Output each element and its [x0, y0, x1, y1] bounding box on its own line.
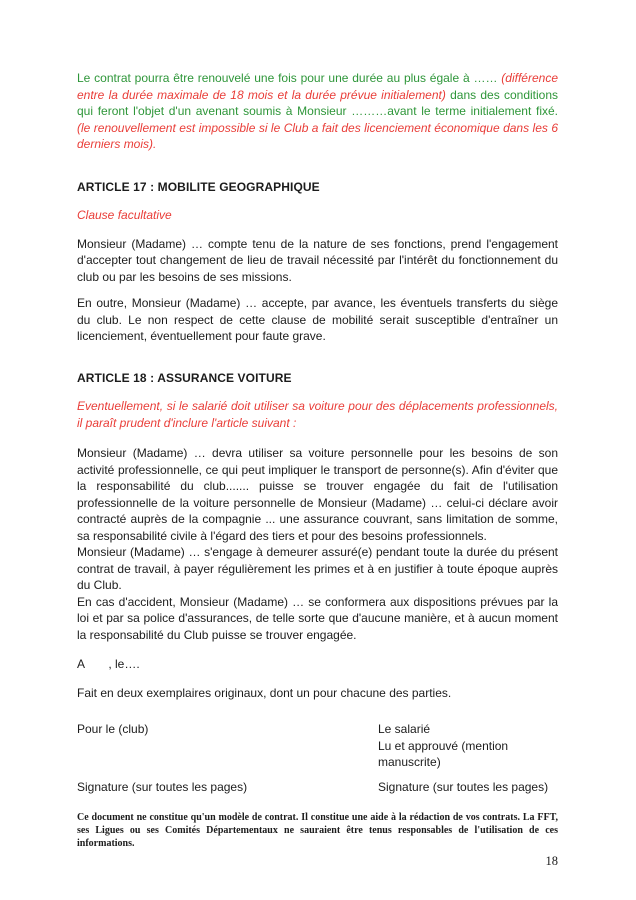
employee-party-block	[378, 721, 558, 771]
renewal-clause-paragraph	[77, 70, 558, 153]
article-18-advice-note: Eventuellement, si le salarié doit utiliser sa voiture pour des déplacements professionnels, il paraît prudent d'inclure l'article suivant :	[77, 399, 558, 430]
place-date-line: A , le….	[77, 657, 140, 671]
renewal-clause-red-note-1: (différence entre la durée maximale de 18 mois et la durée prévue initialement)	[77, 71, 558, 102]
copies-line: Fait en deux exemplaires originaux, dont un pour chacune des parties.	[77, 685, 452, 700]
article-18-paragraph-2: Monsieur (Madame) … s'engage à demeurer assuré(e) pendant toute la durée du présent contrat de travail, à payer régulièrement les primes et à en justifier à toute époque auprès du Club.	[77, 545, 558, 592]
page-number: 18	[545, 854, 558, 868]
footer-disclaimer: Ce document ne constitue qu'un modèle de contrat. Il constitue une aide à la rédaction de vos contrats. La FFT, ses Ligues ou ses Comités Départementaux ne sauraient être tenus responsables de l'utilisation de ces informations.	[77, 812, 558, 849]
employee-party-label: Le salarié	[378, 722, 431, 736]
signatures-row	[77, 779, 558, 796]
club-signature-label: Signature (sur toutes les pages)	[77, 779, 248, 794]
renewal-clause-red-note-2: (le renouvellement est impossible si le Club a fait des licenciement économique dans les 6 derniers mois).	[77, 120, 558, 151]
employee-signature-label: Signature (sur toutes les pages)	[378, 779, 549, 794]
renewal-clause-text-1: Le contrat pourra être renouvelé une fois pour une durée au plus égale à ……	[77, 71, 502, 85]
article-18-title: ARTICLE 18 : ASSURANCE VOITURE	[77, 370, 292, 385]
article-17-paragraph-2: En outre, Monsieur (Madame) … accepte, par avance, les éventuels transferts du siège du club. Le non respect de cette clause de mobilité serait susceptible d'entraîner un licenciement, éventuellement pour faute grave.	[77, 296, 558, 343]
parties-row	[77, 721, 558, 771]
employee-mention-note: Lu et approuvé (mention manuscrite)	[378, 738, 509, 769]
article-18-paragraph-1: Monsieur (Madame) … devra utiliser sa voiture personnelle pour les besoins de son activité professionnelle, ce qui peut impliquer le transport de personne(s). Afin d'éviter que la responsabilité du club....... puisse se trouver engagée du fait de l'utilisation professionnelle de la voiture personnelle de Monsieur (Madame) … celui-ci déclare avoir contracté auprès de la compagnie ... une assurance couvrant, sans limitation de somme, sa responsabilité civile à l'égard des tiers et pour des besoins professionnels.	[77, 446, 558, 543]
renewal-clause-text-2: dans des conditions qui feront l'objet d'un avenant soumis à Monsieur ………avant le terme initialement fixé.	[77, 87, 559, 118]
article-17-paragraph-1: Monsieur (Madame) … compte tenu de la nature de ses fonctions, prend l'engagement d'accepter tout changement de lieu de travail nécessité par l'intérêt du fonctionnement du club ou par les besoins de ses missions.	[77, 236, 558, 284]
article-17-clause-note: Clause facultative	[77, 208, 172, 222]
club-party-label: Pour le (club)	[77, 722, 149, 736]
article-17-title: ARTICLE 17 : MOBILITE GEOGRAPHIQUE	[77, 179, 320, 194]
article-18-paragraph-3: En cas d'accident, Monsieur (Madame) … se conformera aux dispositions prévues par la loi et par sa police d'assurances, de telle sorte que d'aucune manière, et à aucun moment la responsabilité du Club puisse se trouver engagée.	[77, 594, 558, 642]
